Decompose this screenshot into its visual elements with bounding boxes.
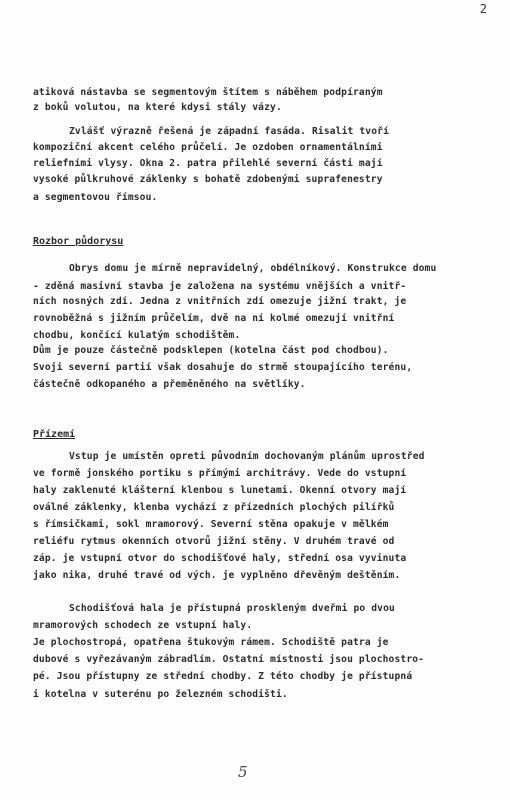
- text-line: částečně odkopaného a přeměněného na světlíky.: [33, 379, 306, 390]
- text-line: Obrys domu je mírně nepravidelný, obdélníkový. Konstrukce domu: [69, 263, 437, 274]
- text-line: mramorových schodech ze vstupní haly.: [33, 620, 253, 631]
- text-line: chodbu, končící kulatým schodištěm.: [33, 330, 241, 341]
- text-line: a segmentovou římsou.: [33, 192, 158, 203]
- text-line: Dům je pouze částečně podsklepen (kotelna část pod chodbou).: [33, 345, 389, 356]
- text-line: Vstup je umístěn opreti původním dochovaným plánům uprostřed: [69, 451, 425, 462]
- section-heading: Rozbor půdorysu: [33, 236, 124, 247]
- text-line: - zděná masivní stavba je založena na systému vnějších a vnitř-: [33, 281, 407, 292]
- section-heading: Přízemí: [33, 429, 76, 440]
- text-line: haly zaklenuté klášterní klenbou s lunetami. Okenní otvory mají: [33, 485, 407, 496]
- text-line: pé. Jsou přístupny ze střední chodby. Z této chodby je přístupná: [33, 671, 413, 682]
- text-line: s římsičkami, sokl mramorový. Severní stěna opakuje v mělkém: [33, 519, 389, 530]
- text-line: oválné záklenky, klenba vychází z přízedních plochých pilířků: [33, 502, 395, 513]
- text-line: reliefními vlysy. Okna 2. patra přilehlé severní části mají: [33, 158, 383, 169]
- text-line: Schodišťová hala je přístupná proskleným dveřmi po dvou: [69, 603, 395, 614]
- text-line: atiková nástavba se segmentovým štítem s náběhem podpíraným: [33, 87, 383, 98]
- text-line: Svoji severní partií však dosahuje do strmě stoupajícího terénu,: [33, 362, 413, 373]
- text-line: rovnoběžná s jižním průčelím, dvě na ní kolmé omezují vnitřní: [33, 313, 395, 324]
- text-line: dubové s vyřezávaným zábradlím. Ostatní místnosti jsou plochostro-: [33, 654, 425, 665]
- text-line: záp. je vstupní otvor do schodišťové haly, střední osa vyvinuta: [33, 553, 407, 564]
- handwritten-page-mark: 5: [238, 763, 248, 781]
- text-line: Zvlášť výrazně řešená je západní fasáda. Risalit tvoří: [69, 126, 389, 137]
- text-line: kompoziční akcent celého průčelí. Je ozdoben ornamentálními: [33, 142, 383, 153]
- text-line: ve formě jonského portiku s přímými architrávy. Vede do vstupní: [33, 468, 407, 479]
- page-number: 2: [479, 2, 487, 16]
- text-line: reliéfu rytmus okenních otvorů jižní stěny. V druhém travé od: [33, 536, 395, 547]
- text-line: i kotelna v suterénu po železném schodišti.: [33, 689, 288, 700]
- text-line: Je plochostropá, opatřena štukovým rámem. Schodiště patra je: [33, 637, 389, 648]
- text-line: z boků volutou, na které kdysi stály vázy.: [33, 102, 282, 113]
- text-line: ních nosných zdí. Jedna z vnitřních zdí omezuje jižní trakt, je: [33, 296, 407, 307]
- text-line: jako nika, druhé travé od vých. je vyplněno dřevěným deštěním.: [33, 570, 401, 581]
- text-line: vysoké půlkruhové záklenky s bohatě zdobenými suprafenestry: [33, 174, 383, 185]
